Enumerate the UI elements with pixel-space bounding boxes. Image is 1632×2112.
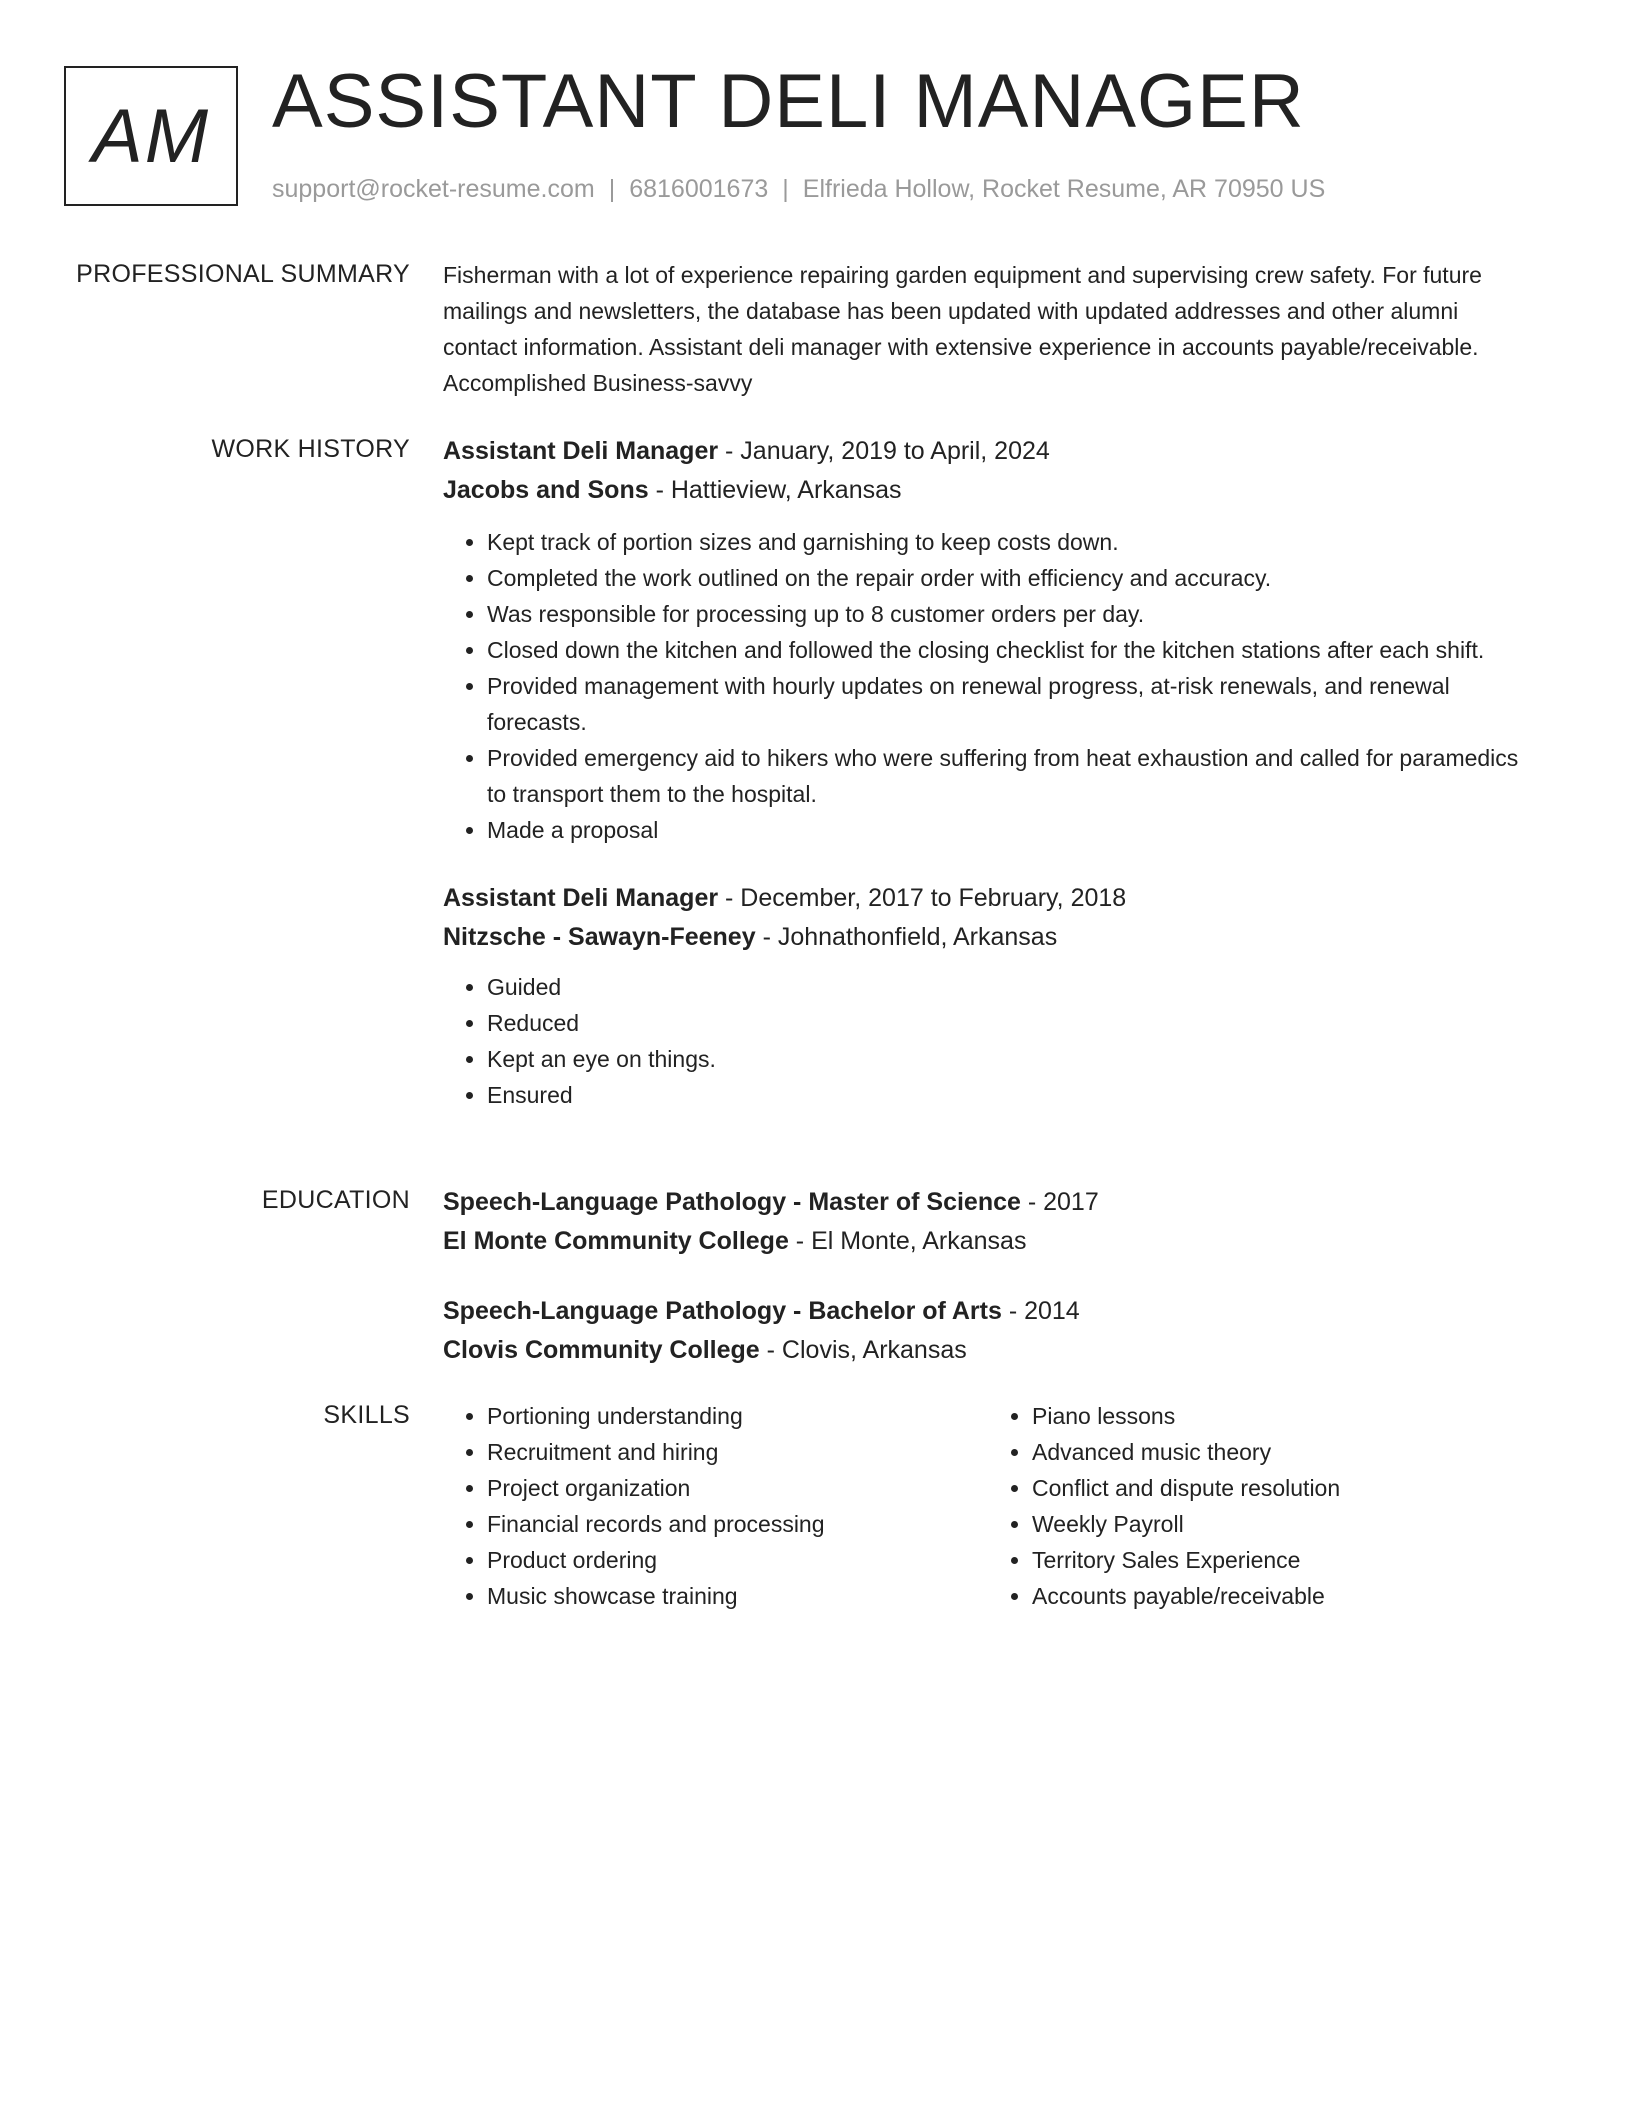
job-company-line [443,918,1523,957]
job-location: - Johnathonfield, Arkansas [755,923,1058,951]
list-item: • Ensured [487,1077,1523,1113]
degree-line [443,1292,1523,1331]
job-dates: - January, 2019 to April, 2024 [718,437,1050,465]
skills-list-right [988,1398,1508,1614]
list-item: • Was responsible for processing up to 8 customer orders per day. [487,596,1523,632]
contact-line [272,172,1325,206]
list-item: • Advanced music theory [1032,1434,1508,1470]
education-entry [443,1292,1523,1370]
school: El Monte Community College [443,1227,789,1255]
job-company: Jacobs and Sons [443,476,649,504]
contact-address: Elfrieda Hollow, Rocket Resume, AR 70950 US [802,175,1326,203]
skills-list-left [443,1398,963,1614]
skills-column-left [443,1398,963,1614]
work-history-body [443,432,1523,1113]
list-item: • Weekly Payroll [1032,1506,1508,1542]
resume-title: ASSISTANT DELI MANAGER [272,59,1305,144]
list-item: • Provided management with hourly updates on renewal progress, at-risk renewals, and renewal forecasts. [487,668,1523,740]
contact-email: support@rocket-resume.com [272,175,595,203]
job-title-line [443,432,1523,471]
list-item: • Piano lessons [1032,1398,1508,1434]
job-bullets [443,969,1523,1113]
list-item: • Completed the work outlined on the repair order with efficiency and accuracy. [487,560,1523,596]
section-label-skills: SKILLS [323,1401,410,1429]
monogram-box [64,66,238,206]
school-location: - Clovis, Arkansas [759,1336,967,1364]
contact-separator: | [608,175,616,203]
list-item: • Recruitment and hiring [487,1434,963,1470]
contact-separator: | [782,175,789,203]
job-location: - Hattieview, Arkansas [648,476,902,504]
list-item: • Made a proposal [487,812,1523,848]
list-item: • Conflict and dispute resolution [1032,1470,1508,1506]
list-item: • Music showcase training [487,1578,963,1614]
job-entry [443,879,1523,1113]
list-item: • Closed down the kitchen and followed the closing checklist for the kitchen stations after each shift. [487,632,1523,668]
degree: Speech-Language Pathology - Bachelor of Arts [443,1297,1002,1325]
school-line [443,1331,1523,1370]
list-item: • Provided emergency aid to hikers who were suffering from heat exhaustion and called for paramedics to transport them to the hospital. [487,740,1523,812]
school-line [443,1222,1523,1261]
section-label-summary: PROFESSIONAL SUMMARY [76,260,410,288]
list-item: • Kept an eye on things. [487,1041,1523,1077]
list-item: • Kept track of portion sizes and garnishing to keep costs down. [487,524,1523,560]
list-item: • Product ordering [487,1542,963,1578]
job-company: Nitzsche - Sawayn-Feeney [443,923,756,951]
skills-column-right [988,1398,1508,1614]
school: Clovis Community College [443,1336,760,1364]
list-item: • Territory Sales Experience [1032,1542,1508,1578]
job-company-line [443,471,1523,510]
job-title: Assistant Deli Manager [443,884,719,912]
school-location: - El Monte, Arkansas [788,1227,1027,1255]
job-title-line [443,879,1523,918]
education-entry [443,1183,1523,1261]
degree-year: - 2014 [1001,1297,1080,1325]
list-item: • Guided [487,969,1523,1005]
degree-year: - 2017 [1020,1188,1099,1216]
list-item: • Financial records and processing [487,1506,963,1542]
section-label-education: EDUCATION [261,1186,410,1214]
list-item: • Portioning understanding [487,1398,963,1434]
list-item: • Reduced [487,1005,1523,1041]
education-body [443,1183,1523,1370]
job-entry [443,432,1523,848]
summary-text: Fisherman with a lot of experience repairing garden equipment and supervising crew safety. For future mailings and newsletters, the database has been updated with updated addresses and other alumni contact information. Assistant deli manager with extensive experience in accounts payable/receivable. Accomplished Business-savvy [443,262,1482,396]
degree-line [443,1183,1523,1222]
list-item: • Accounts payable/receivable [1032,1578,1508,1614]
contact-phone: 6816001673 [629,175,769,203]
degree: Speech-Language Pathology - Master of Science [443,1188,1021,1216]
list-item: • Project organization [487,1470,963,1506]
job-dates: - December, 2017 to February, 2018 [718,884,1127,912]
monogram-initials: AM [92,93,210,179]
job-title: Assistant Deli Manager [443,437,719,465]
summary-body [443,257,1523,401]
job-bullets [443,524,1523,848]
section-label-work-history: WORK HISTORY [211,435,410,463]
